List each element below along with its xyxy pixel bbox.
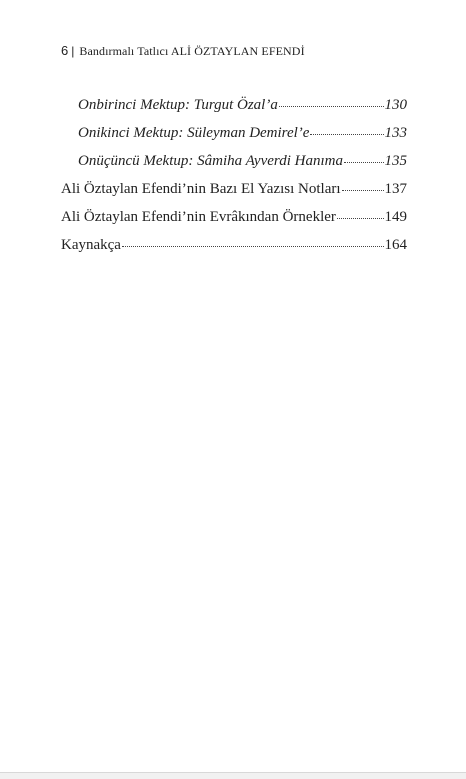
toc-entry-page: 137 (384, 181, 407, 197)
dot-leader (344, 162, 384, 163)
running-head (61, 43, 305, 59)
toc-entry-page: 130 (384, 97, 407, 113)
dot-leader (122, 246, 384, 247)
toc-entry-page: 133 (384, 125, 407, 141)
toc-entry-title: Ali Öztaylan Efendi’nin Bazı El Yazısı Notları (61, 181, 341, 197)
toc-entry[interactable] (61, 209, 407, 237)
dot-leader (337, 218, 384, 219)
toc-entry-page: 149 (384, 209, 407, 225)
header-separator: | (71, 44, 75, 58)
toc-entry-title: Kaynakça (61, 237, 121, 253)
toc-entry-title: Onüçüncü Mektup: Sâmiha Ayverdi Hanıma (78, 153, 343, 169)
toc-entry-title: Onikinci Mektup: Süleyman Demirel’e (78, 125, 310, 141)
toc-entry-page: 135 (384, 153, 407, 169)
toc-entry-page: 164 (384, 237, 407, 253)
toc-entry[interactable] (61, 181, 407, 209)
toc-entry[interactable] (61, 125, 407, 153)
dot-leader (342, 190, 384, 191)
book-title: Bandırmalı Tatlıcı ALİ ÖZTAYLAN EFENDİ (79, 44, 305, 58)
dot-leader (279, 106, 384, 107)
toc-entry[interactable] (61, 153, 407, 181)
toc-entry[interactable] (61, 97, 407, 125)
table-of-contents (61, 97, 407, 265)
toc-entry-title: Ali Öztaylan Efendi’nin Evrâkından Örnekler (61, 209, 336, 225)
dot-leader (310, 134, 383, 135)
page-number: 6 (61, 43, 69, 58)
toc-entry[interactable] (61, 237, 407, 265)
toc-entry-title: Onbirinci Mektup: Turgut Özal’a (78, 97, 278, 113)
